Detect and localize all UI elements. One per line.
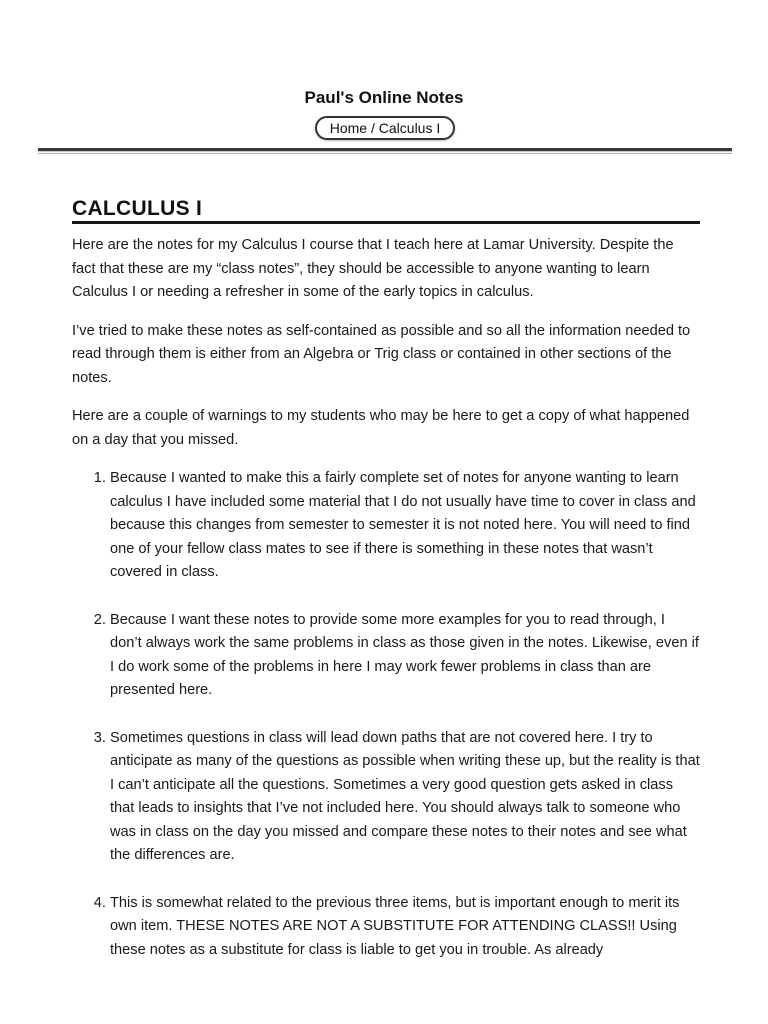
header-divider: [38, 148, 732, 151]
breadcrumb: [315, 116, 455, 140]
self-contained-paragraph: I’ve tried to make these notes as self-contained as possible and so all the information needed to read through them is either from an Algebra or Trig class or contained in other sections of the notes.: [72, 322, 691, 386]
list-item: 1. Because I wanted to make this a fairly complete set of notes for anyone wanting to learn calculus I have included some material that I do not usually have time to cover in class and because this changes from semester to semester it is not noted here. You will need to find one of your fellow class mates to see if there is something in these notes that wasn’t covered in class.: [110, 467, 700, 585]
page-title: CALCULUS I: [72, 196, 700, 224]
warnings-list: [72, 467, 700, 962]
intro-paragraph: Here are the notes for my Calculus I course that I teach here at Lamar University. Despite the fact that these are my “class notes”, they should be accessible to anyone wanting to learn Calculus I or needing a refresher in some of the early topics in calculus.: [72, 237, 674, 300]
warnings-intro-paragraph: Here are a couple of warnings to my students who may be here to get a copy of what happened on a day that you missed.: [72, 408, 690, 448]
header-divider-shadow: [38, 153, 732, 154]
list-item: 4. This is somewhat related to the previous three items, but is important enough to merit its own item. THESE NOTES ARE NOT A SUBSTITUTE FOR ATTENDING CLASS!! Using these notes as a substitute for class is liable to get you in trouble. As already: [110, 892, 700, 963]
breadcrumb-separator: /: [367, 120, 379, 136]
list-item: 2. Because I want these notes to provide some more examples for you to read through, I don’t always work the same problems in class as those given in the notes. Likewise, even if I do work some of the problems in here I may work fewer problems in class than are presented here.: [110, 609, 700, 703]
site-title: Paul's Online Notes: [304, 88, 464, 107]
breadcrumb-current[interactable]: Calculus I: [378, 120, 441, 136]
main-content: [72, 196, 700, 986]
breadcrumb-home-link[interactable]: Home: [329, 120, 368, 136]
list-item: 3. Sometimes questions in class will lead down paths that are not covered here. I try to anticipate as many of the questions as possible when writing these up, but the reality is that I can’t anticipate all the questions. Sometimes a very good question gets asked in class that leads to insights that I’ve not included here. You should always talk to someone who was in class on the day you missed and compare these notes to their notes and see what the differences are.: [110, 727, 700, 868]
